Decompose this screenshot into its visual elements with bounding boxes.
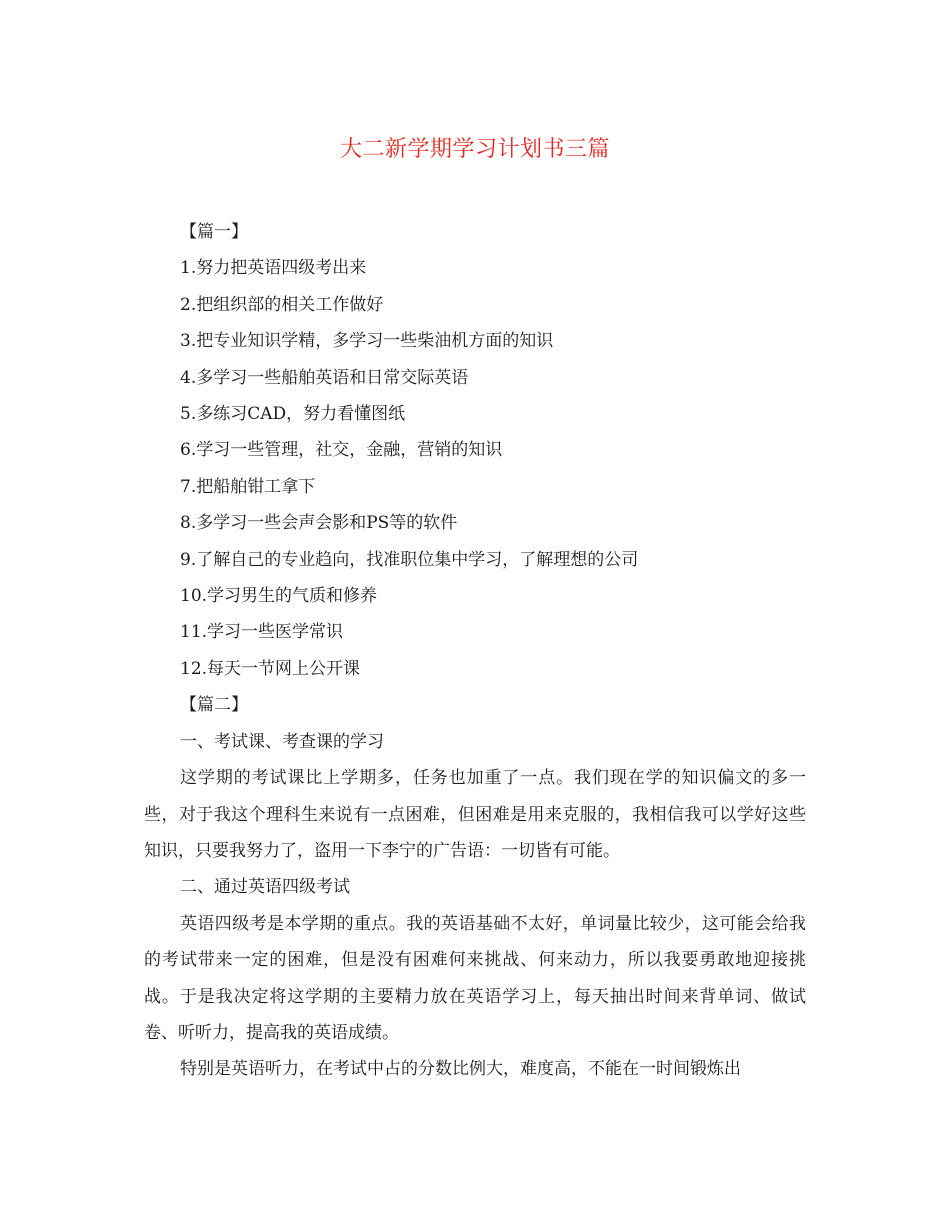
list-item: 3.把专业知识学精，多学习一些柴油机方面的知识 <box>180 331 554 352</box>
list-item: 4.多学习一些船舶英语和日常交际英语 <box>180 367 469 388</box>
list-item: 1.努力把英语四级考出来 <box>180 258 367 279</box>
paragraph: 这学期的考试课比上学期多，任务也加重了一点。我们现在学的知识偏文的多一些，对于我这个理科生来说有一点困难，但困难是用来克服的，我相信我可以学好这些知识，只要我努力了，盗用一下李宁的广告语：一切皆有可能。 <box>144 768 806 861</box>
document-title: 大二新学期学习计划书三篇 <box>339 137 610 162</box>
paragraph: 特别是英语听力，在考试中占的分数比例大，难度高，不能在一时间锻炼出 <box>180 1059 741 1080</box>
list-item: 8.多学习一些会声会影和PS等的软件 <box>180 513 458 534</box>
list-item: 7.把船舶钳工拿下 <box>180 476 316 497</box>
paragraph: 英语四级考是本学期的重点。我的英语基础不太好，单词量比较少，这可能会给我的考试带来一定的困难，但是没有困难何来挑战、何来动力，所以我要勇敢地迎接挑战。于是我决定将这学期的主要精力放在英语学习上，每天抽出时间来背单词、做试卷、听听力，提高我的英语成绩。 <box>144 913 806 1043</box>
list-item: 6.学习一些管理，社交，金融，营销的知识 <box>180 440 503 461</box>
list-item: 5.多练习CAD，努力看懂图纸 <box>180 404 406 425</box>
document-body <box>144 214 806 1088</box>
section-heading-1: 【篇一】 <box>180 222 248 242</box>
list-item: 9.了解自己的专业趋向，找准职位集中学习，了解理想的公司 <box>180 549 639 570</box>
list-item: 10.学习男生的气质和修养 <box>180 586 378 607</box>
section-heading-2: 【篇二】 <box>180 695 248 716</box>
list-item: 12.每天一节网上公开课 <box>180 658 361 679</box>
list-item: 11.学习一些医学常识 <box>180 622 344 643</box>
subsection-heading: 一、考试课、考查课的学习 <box>180 731 384 752</box>
subsection-heading: 二、通过英语四级考试 <box>180 877 350 898</box>
list-item: 2.把组织部的相关工作做好 <box>180 294 384 315</box>
